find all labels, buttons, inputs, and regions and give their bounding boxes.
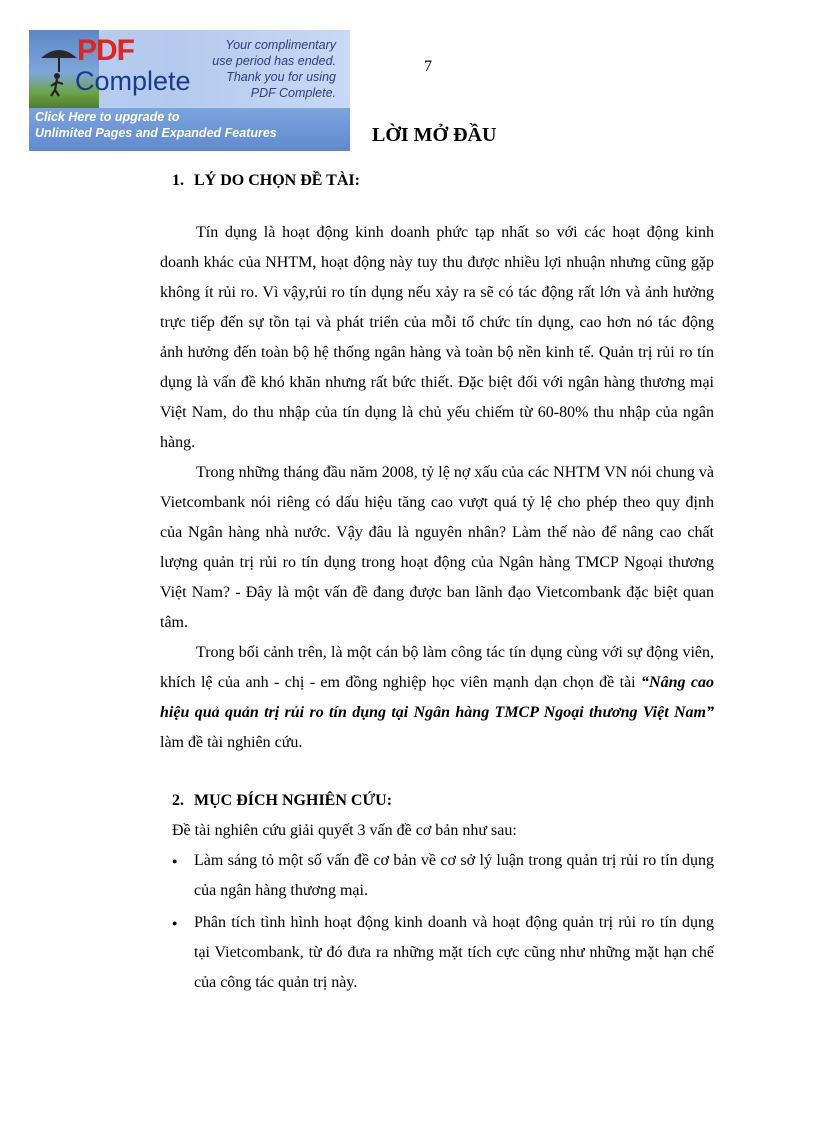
section-1-heading bbox=[172, 172, 360, 190]
section-2-intro: Đề tài nghiên cứu giải quyết 3 vấn đề cơ bản như sau: bbox=[172, 822, 517, 839]
upgrade-link[interactable] bbox=[35, 110, 335, 141]
paragraph-3 bbox=[160, 638, 714, 758]
list-item-text: Làm sáng tỏ một số vấn đề cơ bản về cơ sở lý luận trong quản trị rủi ro tín dụng của ngân hàng thương mại. bbox=[194, 852, 714, 899]
pdf-logo-mark: PDF bbox=[77, 34, 134, 67]
paragraph-1: Tín dụng là hoạt động kinh doanh phức tạp nhất so với các hoạt động kinh doanh khác của NHTM, hoạt động này tuy thu được nhiều lợi nhuận nhưng cũng gặp không ít rủi ro. Vì vậy,rủi ro tín dụng nếu xảy ra sẽ có tác động rất lớn và ảnh hưởng trực tiếp đến sự tồn tại và phát triển của mỗi tổ chức tín dụng, cao hơn nó tác động ảnh hưởng đến toàn bộ hệ thống ngân hàng và toàn bộ nền kinh tế. Quản trị rủi ro tín dụng là vấn đề khó khăn nhưng rất bức thiết. Đặc biệt đối với ngân hàng thương mại Việt Nam, do thu nhập của tín dụng là chủ yếu chiếm từ 60-80% thu nhập của ngân hàng. bbox=[160, 224, 714, 451]
section-title: MỤC ĐÍCH NGHIÊN CỨU: bbox=[194, 792, 393, 809]
bullet-icon: ● bbox=[172, 918, 178, 928]
bullet-icon: ● bbox=[172, 856, 178, 866]
pdf-logo-word: Complete bbox=[75, 66, 191, 96]
banner-message bbox=[186, 37, 336, 101]
banner-message-line: Your complimentary bbox=[225, 38, 336, 52]
page-number: 7 bbox=[424, 58, 432, 75]
section-number: 2. bbox=[172, 792, 184, 809]
list-item-text: Phân tích tình hình hoạt động kinh doanh và hoạt động quản trị rủi ro tín dụng tại Vietcombank, từ đó đưa ra những mặt tích cực cũng như những mặt hạn chế của công tác quản trị này. bbox=[194, 914, 714, 991]
paragraph-3-tail: làm đề tài nghiên cứu. bbox=[160, 734, 303, 751]
banner-message-line: Thank you for using bbox=[226, 70, 336, 84]
upgrade-link-line[interactable]: Click Here to upgrade to bbox=[35, 110, 180, 124]
paragraph-3-text: Trong bối cảnh trên, là một cán bộ làm công tác tín dụng cùng với sự động viên, khích lệ của anh - chị - em đồng nghiệp học viên mạnh dạn chọn đề tài bbox=[160, 644, 714, 691]
page-title: LỜI MỞ ĐẦU bbox=[372, 124, 497, 146]
banner-message-line: PDF Complete. bbox=[250, 86, 336, 100]
banner-message-line: use period has ended. bbox=[212, 54, 336, 68]
paragraph-2: Trong những tháng đầu năm 2008, tỷ lệ nợ xấu của các NHTM VN nói chung và Vietcombank nói riêng có dấu hiệu tăng cao vượt quá tỷ lệ cho phép theo quy định của Ngân hàng nhà nước. Vậy đâu là nguyên nhân? Làm thế nào để nâng cao chất lượng quản trị rủi ro tín dụng trong hoạt động của Ngân hàng TMCP Ngoại thương Việt Nam? - Đây là một vấn đề đang được ban lãnh đạo Vietcombank đặc biệt quan tâm. bbox=[160, 464, 714, 631]
section-2-heading bbox=[172, 792, 392, 810]
list-item bbox=[172, 908, 714, 998]
section-number: 1. bbox=[172, 172, 184, 189]
upgrade-banner[interactable] bbox=[29, 30, 350, 151]
list-item bbox=[172, 846, 714, 906]
section-title: LÝ DO CHỌN ĐỀ TÀI: bbox=[194, 172, 360, 189]
thesis-title: “Nâng cao hiệu quả quản trị rủi ro tín dụng tại Ngân hàng TMCP Ngoại thương Việt Nam” bbox=[160, 674, 715, 721]
upgrade-link-line[interactable]: Unlimited Pages and Expanded Features bbox=[35, 125, 277, 140]
